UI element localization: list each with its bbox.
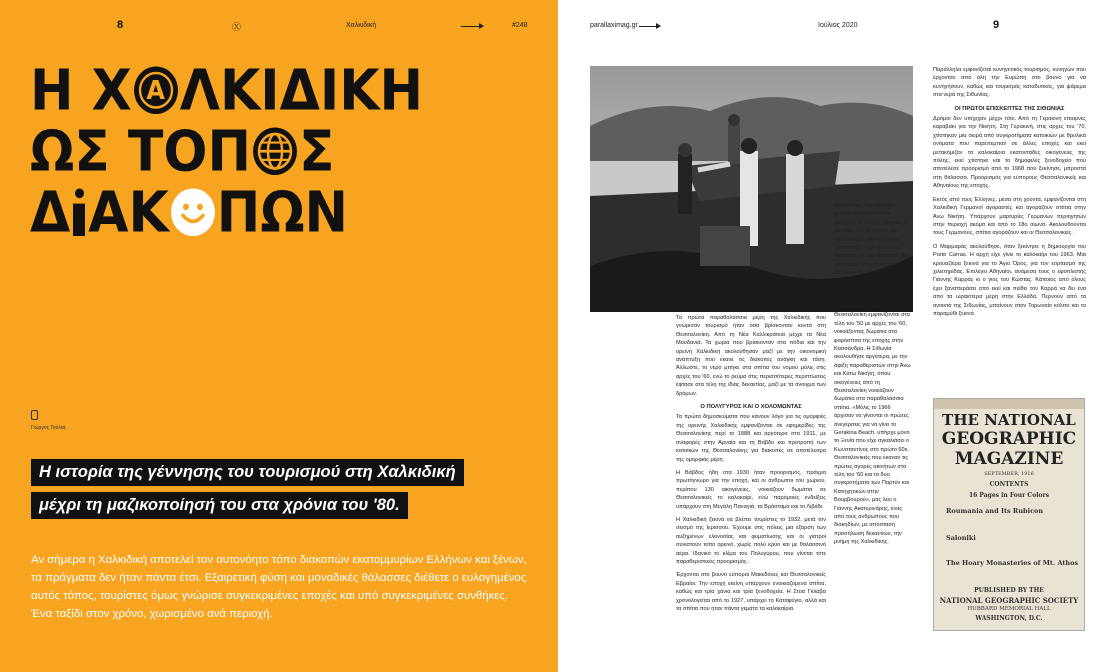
headline-line-2: ΩΣ ΤΟΠ Σ [30, 119, 335, 185]
magazine-cover-image: THE NATIONAL GEOGRAPHIC MAGAZINE SEPTEMBER, 1916 CONTENTS 16 Pages in Four Colors Roumania and Its Rubicon Saloniki The Hoary Monasteries of Mt. Athos PUBLISHED BY THE NATIONAL GEOGRAPHIC SOCIETY HUBBARD MEMORIAL HALL WASHINGTON, D.C. [933, 398, 1085, 631]
issue-date: Ιούλιος 2020 [818, 22, 858, 29]
author-name: Γιώργος Τούλας [31, 425, 67, 431]
headline-line-1: Η Χ A ΛΚΙΔΙΚΗ [30, 58, 424, 124]
arrow-icon [639, 26, 660, 27]
subtitle-line-1: Η ιστορία της γέννησης του τουρισμού στη Χαλκιδική [31, 459, 464, 486]
intro-paragraph: Αν σήμερα η Χαλκιδική αποτελεί τον αυτονόητο τόπο διακοπών εκατομμυρίων Ελλήνων και ξένων, τα πράγματα δεν ήταν πάντα έτσι. Εξαιρετική φύση και μοναδικές θάλασσες διέθετε ο ευλογημένος αυτός τόπος, τουρίστες όμως γνώρισε συγκεκριμένες εποχές και υπό συγκεκριμένες συνθήκες. Ένα ταξίδι στον χρόνο, χωρισμένο ανά περιοχή. [31, 554, 527, 620]
arrow-icon [461, 26, 483, 27]
globe-icon [253, 127, 297, 175]
issue-number: #248 [512, 22, 528, 29]
site-url: parallaximag.gr [590, 22, 638, 29]
exclamation-icon [70, 188, 88, 236]
article-column-1: Τα πρώτα παραθαλάσσια μέρη της Χαλκιδικής που γνώρισαν τουρισμό ήταν όσα βρίσκονταν κοντά στη Θεσσαλονίκη. Από τη Νέα Καλλικράτεια μέχρι τα Νέα Μουδανιά. Τα χωριά που βρίσκονταν στα πόδια και την ορεινή Χαλκιδική ακολούθησαν μαζί με την οικονομική ανάπτυξη που έκανε τις διακοπές ανάγκη και τάση. Άλλωστε, το νερό μπήκε στα σπίτια του νομού μόλις στις αρχές του '60, ενώ το ρεύμα στις περισσότερες περιπτώσεις έφτασε στα τέλη της ίδιας δεκαετίας, μαζί με τα άνοιγμα των δρόμων. Ο ΠΟΛΥΓΥΡΟΣ ΚΑΙ Ο ΧΟΛΟΜΩΝΤΑΣ Τα πρώτα δημοσιεύματα που κάνουν λόγο για τις ομορφιές της ορεινής Χαλκιδικής εμφανίζονται σε εφημερίδες της Θεσσαλονίκης περί το 1888 και αργότερα στα 1911, με αναφορές στην Αρναία και τη Βάβδο και προτροπή των κατοίκων της Θεσσαλονίκης για διακοπές σε αποτέλεσμα της ομορφιάς μέρη. Η Βάβδος ήδη στα 1930 ήταν προορισμός, πράγμα πρωτόγνωρο για την εποχή, και οι άνθρωποι του χωριού, περίπου 130 οικογένειες, νοικιάζουν δωμάτια σε Θεσσαλονικείς το καλοκαίρι, ενώ παρόμοιες ενδείξεις υπάρχουν στη Μεγάλη Παναγιά, τα Βράσταμα και το Λιβάδι. Η Χαλκιδική ξεκινά να βλέπει τουρίστες το 1932, μετά τον σεισμό της Ιερισσού. Έχουμε στις πόλεις μια έξαρση των αυξημένων ελονοσίας και φυματίωσης και οι γιατροί συνιστούν τοπο ορεινό, χωρίς πολύ κρύο και με θαλασσινό αέρα. Ιδανικό το κλίμα του Πολυγύρου, που γίνεται τότε παραθεριστικός προορισμός. Έρχονται στο βουνό εύποροι Μακεδόνες και Θεσσαλονικείς Εβραίοι. Την εποχή εκείνη υπάρχουν ενοικιαζόμενα σπίτια, καθώς και τρία χάνια και τρία ξενοδοχεία. Η Στοά Γκλάβα χρονολογείται από το 1927, υπάρχει το Καταφύγιο, αλλά και τα σπίτια που ήταν πάντα γεμάτα τα καλοκαίρια. [676, 315, 826, 612]
smiley-icon [171, 188, 215, 236]
article-column-3: Παράλληλα εμφανίζεται κυνηγετικός τουρισμός, κυνηγών που έρχονταν από όλη την Ευρώπη στο βουνό για να κυνηγήσουν, καθώς και τουρισμός καταδυτικός, για ψάρεμα στα νερά της Σιθωνίας. ΟΙ ΠΡΩΤΟΙ ΕΠΙΣΚΕΠΤΕΣ ΤΗΣ ΣΙΘΩΝΙΑΣ Δρόμοι δεν υπήρχαν μέχρι τότε. Από τη Γερακινή επαιρνες καραβάκι για την Νικήτη. Στη Γερακινή, στις αρχές του '70, χτίστηκαν μια σειρά από συγκροτήματα κατοικιών με θρυλικά ονόματα που παρέπεμπαν σε άλλες εποχές και εκεί μετακόμιζαν τα καλοκαίρια εκατοντάδες οικογένειες της πόλης, εκεί χτίστηκε και το δημοφιλές ξενοδοχείο που αποτέλεσε προορισμό από το 1968 που ξεκίνησε, μπροστά στη θάλασσα. Προορισμός για εύπορους Θεσσαλονικείς και Αθηναίους της εποχής. Εκτός από τους Έλληνες, μέσα στη χούντα, εμφανίζονται στη Χαλκιδική Γερμανοί αγοραστές και αγοράζουν σπίτια στην Άνω Νικήτη. Υπάρχουν μαρτυρίες Γερμανών περιηγητών στην περιοχή ακόμα και από το 18ο αιώνα. Ακολουθούνται τους Γερμανούς, σπίτια αγοράζουν και οι Θεσσαλονικείς. Ο Μαρμαράς ακολούθησε, όταν ξεκίνησε η δημιουργία του Porto Carras. Η αρχή είχε γίνει το καλοκαίρι του 1963. Μια κρουαζιέρα ξεκινά για το Άγιο Όρος, για τον εορτασμό της χιλιετηρίδας. Επιλέγει Αθηναίοι, ανάμεσα τους ο εφοπλιστής Γιάννης Καρράς κι ο γιος του Κώστας. Κάποιος από όλους έχει ξαναπεράσει από εκεί και πείθει τον Καρρά να δει ένα από τα ωραιότερα μέρη στην Ελλάδα. Περνούν από τα ανοικτά της Σιθωνίας, μπαίνουν στον Τορωναίο κόλπο και το παραμύθι ξεκινά. [933, 67, 1086, 317]
page-number-right: 9 [993, 19, 1000, 31]
circled-a-icon: A [134, 66, 178, 114]
logo-icon: Ⓧ [232, 22, 242, 32]
author-icon [31, 410, 38, 420]
headline-line-3: Δ ΑΚ ΠΩΝ [30, 180, 349, 246]
page-number-left: 8 [117, 19, 124, 31]
section-label: Χαλκιδική [346, 22, 377, 29]
subtitle-line-2: μέχρι τη μαζικοποίησή του στα χρόνια του '80. [31, 492, 408, 519]
article-column-2: Οικογένειες παραθερίζαν μεγάλα διαστήματα και συνήθως οι άνδρες άφηναν τις γυναίκες και τα παιδιά και επέστρεφαν στην πόλη να εργαστούν. Ήταν βουνίσιες διακοπές, οι παραθεριστές δεν κατέβαιναν στη θάλασσα. Η θάλασσα δεν ήταν ακόμα προορισμός. Η κοινωνική ανθρωπολόγος Ρίτσα Δέλτσου παρατηρεί ότι οι πρώτοι παραθεριστές από τη Θεσσαλονίκη εμφανίζονται στα τέλη του '50 με αρχές του '60, νοικιάζοντας δωμάτια στα φαρόσπιτα της εποχής στην Κασσάνδρα. Η Σιθωνία ακολουθήσε αργότερα, με την άφιξη παραθεριστών στην Άνω και Κάτω Νικήτη, όπου οικογένειες από τη Θεσσαλονίκη νοικιάζουν δωμάτια στα παραθαλάσσια σπίτια. «Μόλις το 1966 άρχισαν να γίνονται οι πρώτες ανεγέρσεις για να γίνει το Gerakina Beach, υπήρχε μόνο το Ξενία που είχε αγκαλιάσει ο Κωνσταντίνος στο πρώτο 60s. Θεσσαλονικείς που έκαναν τις πρώτες αγορές ακινήτων στα τέλη του '60 και τα δυο συγκροτήματα των Παρτύν και Κατηχητικών στην Βουρβουρού», μας λέει ο Γιάννης Ακατερινάρης, ένας από τους ανθρώπους που διακηδίων, με απόσταση προσήλωση δεκαετιών, την μνήμη της Χαλκιδικής. [834, 203, 911, 546]
